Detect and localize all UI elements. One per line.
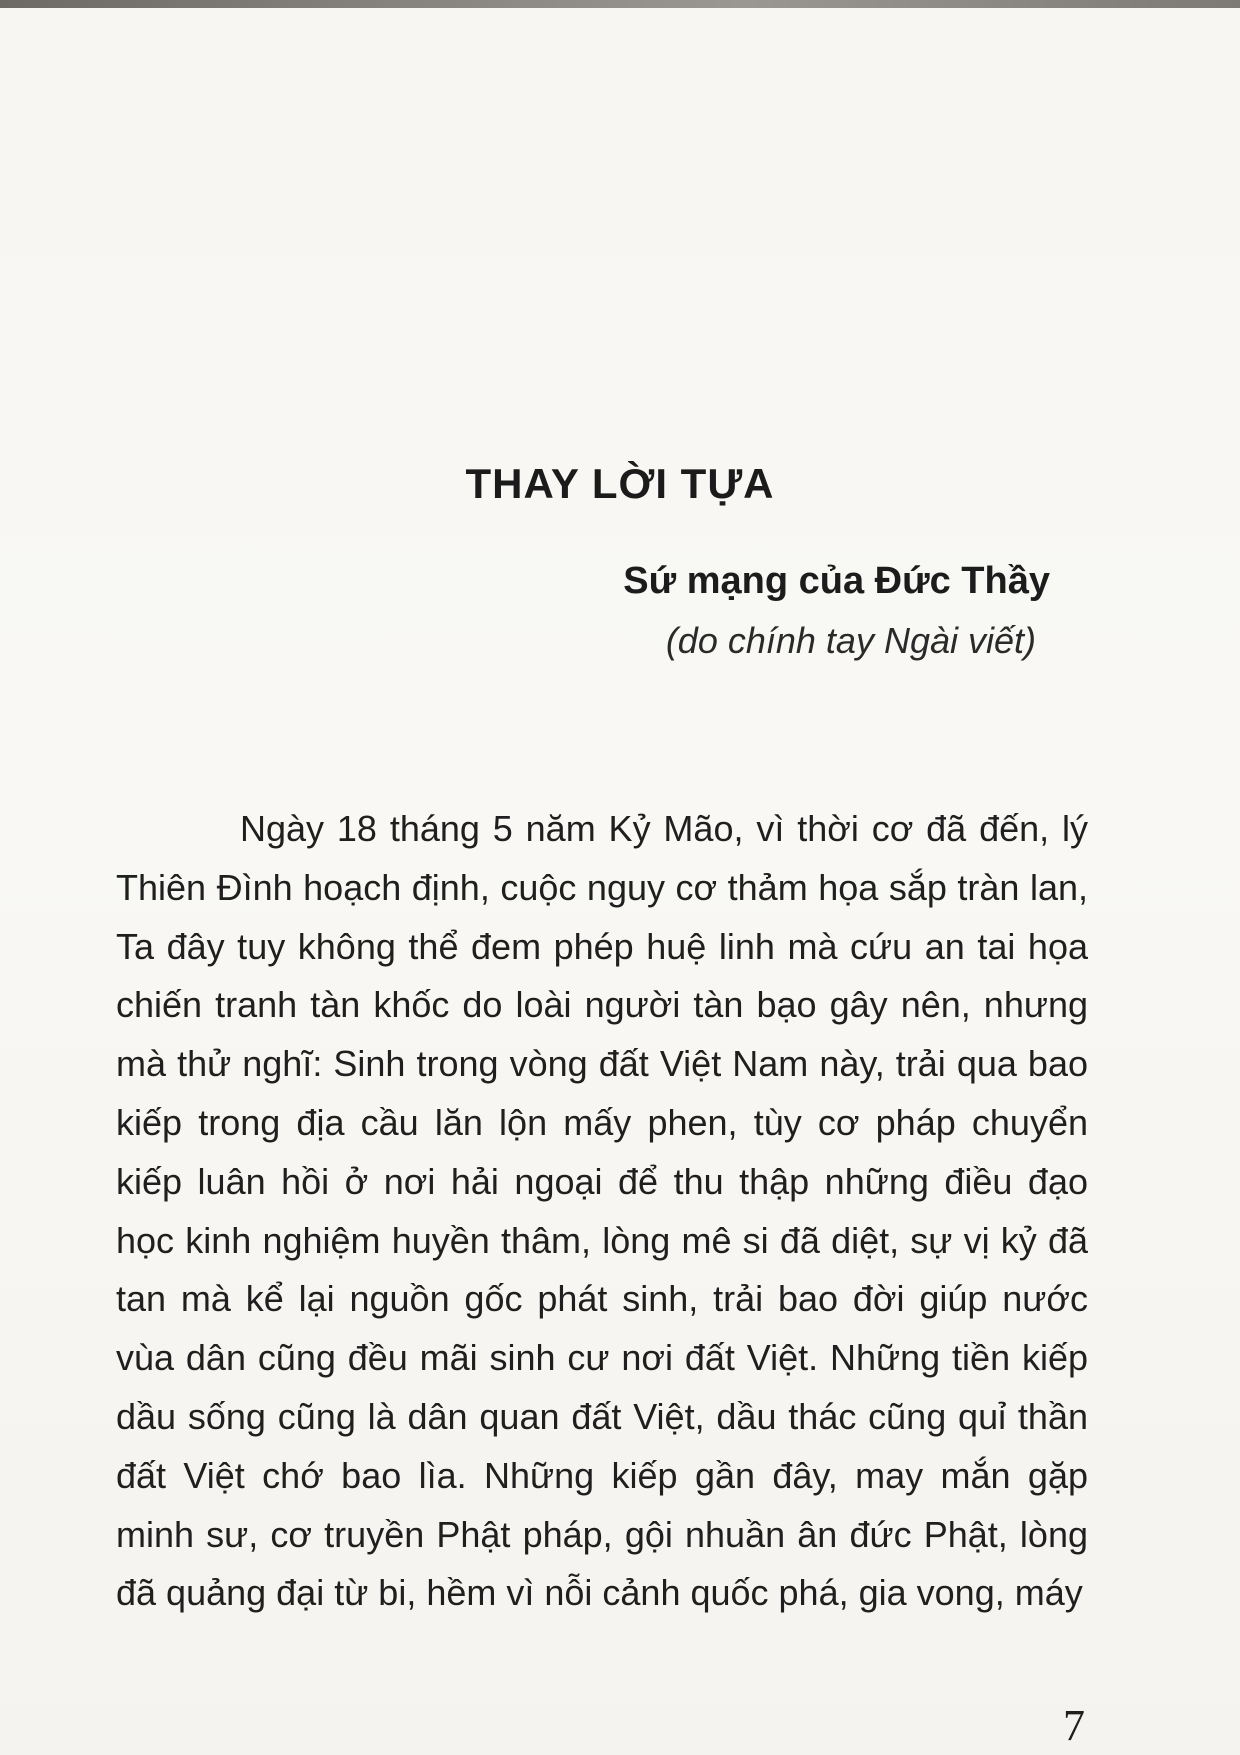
section-subtitle: Sứ mạng của Đức Thầy: [623, 560, 1050, 602]
body-paragraph: Ngày 18 tháng 5 năm Kỷ Mão, vì thời cơ đã đến, lý Thiên Đình hoạch định, cuộc nguy cơ thảm họa sắp tràn lan, Ta đây tuy không thể đem phép huệ linh mà cứu an tai họa chiến tranh tàn khốc do loài người tàn bạo gây nên, nhưng mà thử nghĩ: Sinh trong vòng đất Việt Nam này, trải qua bao kiếp trong địa cầu lăn lộn mấy phen, tùy cơ pháp chuyển kiếp luân hồi ở nơi hải ngoại để thu thập những điều đạo học kinh nghiệm huyền thâm, lòng mê si đã diệt, sự vị kỷ đã tan mà kể lại nguồn gốc phát sinh, trải bao đời giúp nước vùa dân cũng đều mãi sinh cư nơi đất Việt. Những tiền kiếp dầu sống cũng là dân quan đất Việt, dầu thác cũng quỉ thần đất Việt chớ bao lìa. Những kiếp gần đây, may mắn gặp minh sư, cơ truyền Phật pháp, gội nhuần ân đức Phật, lòng đã quảng đại từ bi, hềm vì nỗi cảnh quốc phá, gia vong, máy: [116, 808, 1088, 1614]
author-note: (do chính tay Ngài viết): [665, 620, 1036, 661]
page-top-edge: [0, 0, 1240, 8]
page-title: THAY LỜI TỰA: [465, 460, 775, 508]
page-number: 7: [1063, 1701, 1085, 1750]
